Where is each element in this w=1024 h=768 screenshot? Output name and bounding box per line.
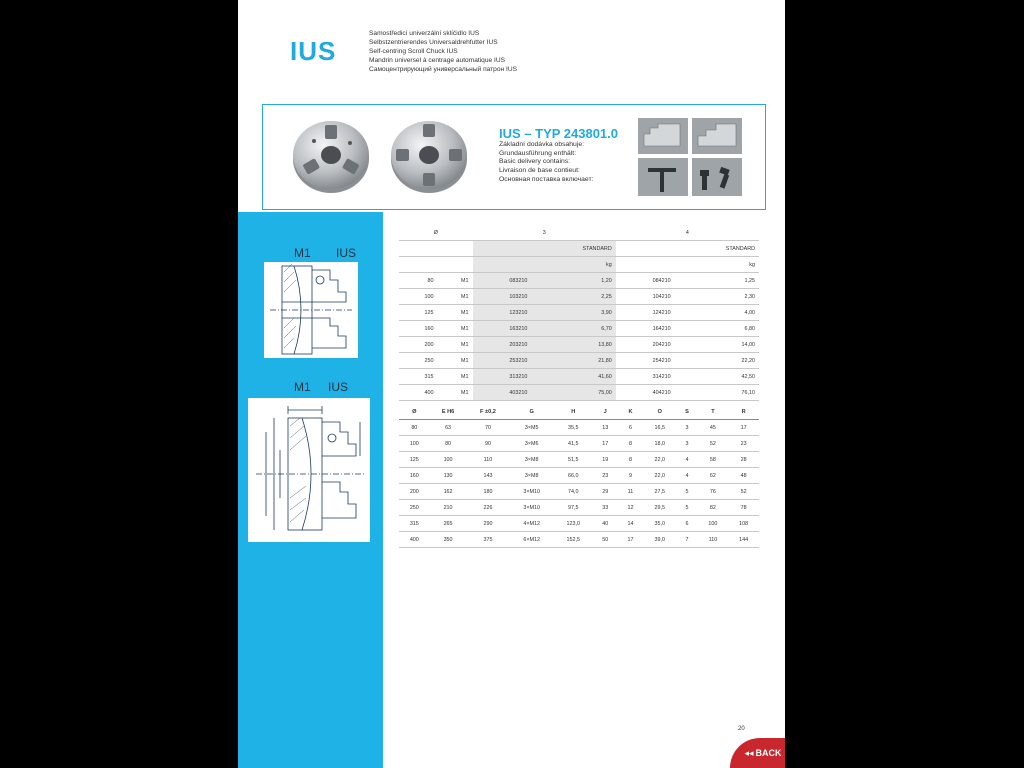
cell: 28	[728, 452, 759, 468]
three-jaw-header: 3	[473, 225, 616, 241]
table-header-row	[399, 404, 759, 420]
cell: 4	[676, 452, 697, 468]
cell: 083210	[473, 273, 532, 289]
cell: 6,80	[675, 321, 759, 337]
cell: 125	[399, 305, 437, 321]
cell: 3×M10	[509, 484, 553, 500]
cell: 97,5	[554, 500, 593, 516]
cell: M1	[437, 369, 472, 385]
cell: 14	[618, 516, 643, 532]
cell: 152,5	[554, 532, 593, 548]
cell: 17	[618, 532, 643, 548]
cell: 11	[618, 484, 643, 500]
delivery-contents	[499, 141, 593, 185]
cell: 124210	[616, 305, 675, 321]
page-number: 20	[738, 726, 745, 732]
cell: M1	[437, 337, 472, 353]
table-row	[399, 289, 759, 305]
cell: 350	[430, 532, 467, 548]
back-arrow-icon: ◂◂	[744, 747, 754, 758]
cell: 226	[466, 500, 509, 516]
cell: 204210	[616, 337, 675, 353]
cell: 23	[728, 436, 759, 452]
table-row	[399, 321, 759, 337]
column-header: R	[728, 404, 759, 420]
table-row	[399, 500, 759, 516]
cell: 52	[728, 484, 759, 500]
cell: 265	[430, 516, 467, 532]
cell: 103210	[473, 289, 532, 305]
cell: 4	[676, 468, 697, 484]
cell: 78	[728, 500, 759, 516]
table-row	[399, 532, 759, 548]
cell: 42,50	[675, 369, 759, 385]
cell: 143	[466, 468, 509, 484]
delivery-line: Основная поставка включает:	[499, 175, 594, 183]
chuck-section-drawing-upper	[264, 262, 358, 358]
cell: 084210	[616, 273, 675, 289]
table-row	[399, 369, 759, 385]
cell: 6,70	[531, 321, 615, 337]
cell: 163210	[473, 321, 532, 337]
cell: 17	[728, 420, 759, 436]
cell: 22,0	[643, 452, 676, 468]
column-header: O	[643, 404, 676, 420]
cell: M1	[437, 289, 472, 305]
back-label: BACK	[755, 748, 782, 758]
cell: 66,0	[554, 468, 593, 484]
cell: 22,0	[643, 468, 676, 484]
cell: 100	[698, 516, 729, 532]
chuck-section-drawing-dimensioned	[248, 398, 370, 542]
cell: 8	[618, 452, 643, 468]
chuck-photo-3-jaw	[290, 117, 372, 197]
cell: 4,00	[675, 305, 759, 321]
header-line: Mandrin universel à centrage automatique IUS	[369, 56, 505, 64]
cell: 404210	[616, 385, 675, 401]
cell: M1	[437, 353, 472, 369]
cell: 74,0	[554, 484, 593, 500]
cell: 315	[399, 516, 430, 532]
cell: M1	[437, 273, 472, 289]
cell: 3×M5	[509, 420, 553, 436]
cell: 14,00	[675, 337, 759, 353]
cell: 403210	[473, 385, 532, 401]
cell: 254210	[616, 353, 675, 369]
cell: 104210	[616, 289, 675, 305]
cell: 19	[593, 452, 618, 468]
cell: 400	[399, 385, 437, 401]
cell: 82	[698, 500, 729, 516]
table-row	[399, 420, 759, 436]
drawing-label-m1: M1	[294, 246, 311, 260]
accessories-photo	[636, 116, 744, 198]
column-header: E H6	[430, 404, 467, 420]
cell: 160	[399, 321, 437, 337]
cell: 80	[430, 436, 467, 452]
cell: 23	[593, 468, 618, 484]
drawing-label-m1-lower: M1	[294, 380, 311, 394]
product-type-title: IUS – TYP 243801.0	[499, 126, 619, 141]
table-row	[399, 273, 759, 289]
cell: 17	[593, 436, 618, 452]
cell: 41,5	[554, 436, 593, 452]
cell: 27,5	[643, 484, 676, 500]
header-line: Самоцентрирующий универсальный патрон IUS	[369, 65, 517, 73]
table-row	[399, 436, 759, 452]
cell: 5	[676, 484, 697, 500]
cell: 100	[399, 436, 430, 452]
cell: 76,10	[675, 385, 759, 401]
cell: 4×M12	[509, 516, 553, 532]
delivery-line: Basic delivery contains:	[499, 158, 571, 166]
table-row	[399, 484, 759, 500]
cell: 123,0	[554, 516, 593, 532]
cell: 3×M6	[509, 436, 553, 452]
table-row	[399, 353, 759, 369]
cell: 130	[430, 468, 467, 484]
cell: 100	[399, 289, 437, 305]
cell: 33	[593, 500, 618, 516]
cell: 375	[466, 532, 509, 548]
cell: 314210	[616, 369, 675, 385]
cell: 13	[593, 420, 618, 436]
cell: 41,60	[531, 369, 615, 385]
cell: 250	[399, 500, 430, 516]
cell: 62	[698, 468, 729, 484]
cell: 164210	[616, 321, 675, 337]
cell: M1	[437, 321, 472, 337]
cell: 3	[676, 436, 697, 452]
table-row	[399, 337, 759, 353]
table-row	[399, 385, 759, 401]
column-header: Ø	[399, 404, 430, 420]
header-description	[369, 30, 517, 75]
cell: 253210	[473, 353, 532, 369]
cell: 63	[430, 420, 467, 436]
chuck-photo-4-jaw	[388, 117, 470, 197]
cell: 6×M12	[509, 532, 553, 548]
cell: 313210	[473, 369, 532, 385]
cell: 48	[728, 468, 759, 484]
header-line: Samostředicí univerzální sklíčidlo IUS	[369, 30, 480, 37]
cell: 35,5	[554, 420, 593, 436]
unit-label: kg	[531, 257, 615, 273]
cell: 21,80	[531, 353, 615, 369]
cell: 3×M8	[509, 452, 553, 468]
delivery-line: Grundausführung enthält:	[499, 149, 577, 157]
chuck-order-table	[399, 225, 759, 401]
cell: 9	[618, 468, 643, 484]
cell: 5	[676, 500, 697, 516]
unit-label: kg	[675, 257, 759, 273]
cell: 8	[618, 436, 643, 452]
cell: 2,25	[531, 289, 615, 305]
cell: 203210	[473, 337, 532, 353]
cell: 3,90	[531, 305, 615, 321]
diameter-header: Ø	[399, 225, 473, 241]
cell: 110	[466, 452, 509, 468]
cell: 250	[399, 353, 437, 369]
cell: 52	[698, 436, 729, 452]
cell: 162	[430, 484, 467, 500]
cell: 39,0	[643, 532, 676, 548]
cell: 29	[593, 484, 618, 500]
cell: 76	[698, 484, 729, 500]
cell: 3×M8	[509, 468, 553, 484]
table-row	[399, 452, 759, 468]
cell: 45	[698, 420, 729, 436]
chuck-dimension-table	[399, 404, 759, 548]
cell: 144	[728, 532, 759, 548]
cell: 51,5	[554, 452, 593, 468]
four-jaw-header: 4	[616, 225, 759, 241]
column-header: F ±0,2	[466, 404, 509, 420]
cell: 1,25	[675, 273, 759, 289]
back-button[interactable]	[730, 738, 785, 768]
cell: 3	[676, 420, 697, 436]
cell: 75,00	[531, 385, 615, 401]
column-header: K	[618, 404, 643, 420]
cell: 2,30	[675, 289, 759, 305]
cell: 70	[466, 420, 509, 436]
header-line: Self-centring Scroll Chuck IUS	[369, 47, 458, 55]
drawing-label-ius-lower: IUS	[328, 380, 349, 394]
cell: 200	[399, 337, 437, 353]
cell: M1	[437, 385, 472, 401]
cell: 50	[593, 532, 618, 548]
cell: M1	[437, 305, 472, 321]
standard-label: STANDARD	[675, 241, 759, 257]
table-row	[399, 305, 759, 321]
cell: 210	[430, 500, 467, 516]
cell: 80	[399, 420, 430, 436]
column-header: H	[554, 404, 593, 420]
cell: 18,0	[643, 436, 676, 452]
delivery-line: Livraison de base contieut:	[499, 167, 580, 175]
column-header: S	[676, 404, 697, 420]
column-header: J	[593, 404, 618, 420]
cell: 160	[399, 468, 430, 484]
column-header: T	[698, 404, 729, 420]
cell: 22,20	[675, 353, 759, 369]
cell: 80	[399, 273, 437, 289]
cell: 58	[698, 452, 729, 468]
cell: 16,5	[643, 420, 676, 436]
cell: 12	[618, 500, 643, 516]
delivery-line: Základní dodávka obsahuje:	[499, 141, 585, 148]
cell: 90	[466, 436, 509, 452]
cell: 29,5	[643, 500, 676, 516]
cell: 290	[466, 516, 509, 532]
header-line: Selbstzentrierendes Universaldrehfutter IUS	[369, 38, 498, 46]
cell: 13,80	[531, 337, 615, 353]
cell: 3×M10	[509, 500, 553, 516]
cell: 7	[676, 532, 697, 548]
cell: 180	[466, 484, 509, 500]
cell: 100	[430, 452, 467, 468]
column-header: G	[509, 404, 553, 420]
cell: 6	[676, 516, 697, 532]
cell: 35,0	[643, 516, 676, 532]
cell: 400	[399, 532, 430, 548]
standard-label: STANDARD	[531, 241, 615, 257]
catalog-page	[238, 0, 785, 768]
table-row	[399, 468, 759, 484]
cell: 315	[399, 369, 437, 385]
cell: 110	[698, 532, 729, 548]
cell: 125	[399, 452, 430, 468]
series-title: IUS	[290, 36, 337, 66]
table-row	[399, 516, 759, 532]
cell: 40	[593, 516, 618, 532]
cell: 108	[728, 516, 759, 532]
cell: 1,20	[531, 273, 615, 289]
cell: 6	[618, 420, 643, 436]
drawing-label-ius: IUS	[336, 246, 357, 260]
cell: 123210	[473, 305, 532, 321]
cell: 200	[399, 484, 430, 500]
